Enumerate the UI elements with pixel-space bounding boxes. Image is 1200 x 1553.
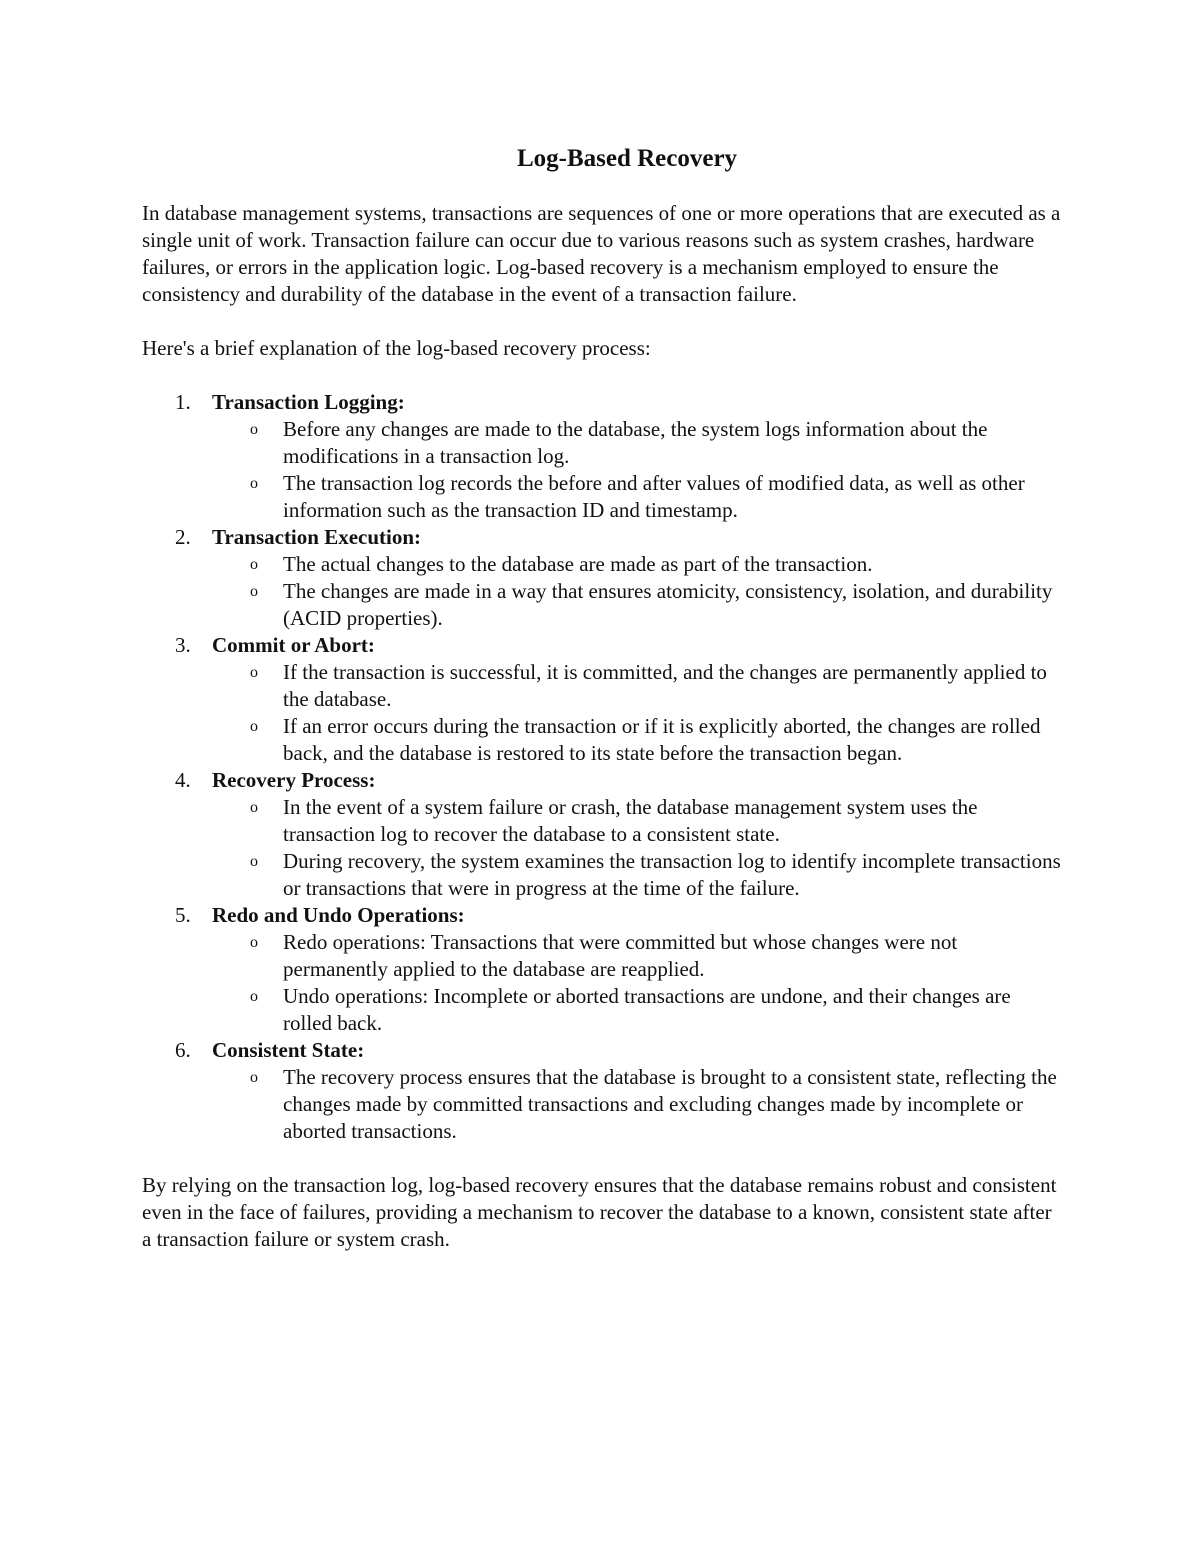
intro-paragraph: In database management systems, transactions are sequences of one or more operations that are executed as a single unit of work. Transaction failure can occur due to various reasons such as system crashes, hardware failures, or errors in the application logic. Log-based recovery is a mechanism employed to ensure the consistency and durability of the database in the event of a transaction failure. [142,201,1061,306]
bullet-icon: o [250,799,258,816]
bullet-icon: o [250,421,258,438]
sub-item-text: The recovery process ensures that the database is brought to a consistent state, reflecting the changes made by committed transactions and excluding changes made by incomplete or aborted transactions. [283,1065,1057,1143]
bullet-icon: o [250,664,258,681]
lead-paragraph: Here's a brief explanation of the log-based recovery process: [142,336,651,360]
sub-item-text: Redo operations: Transactions that were committed but whose changes were not permanently applied to the database are reapplied. [283,930,958,981]
step-title: Redo and Undo Operations: [212,903,465,927]
step-item [142,767,1062,902]
sub-item-text: If an error occurs during the transaction or if it is explicitly aborted, the changes are rolled back, and the database is restored to its state before the transaction began. [283,714,1041,765]
sub-item-text: The actual changes to the database are made as part of the transaction. [283,552,873,576]
step-item [142,1037,1062,1145]
step-number: 6. [175,1038,191,1062]
sub-item-text: Before any changes are made to the database, the system logs information about the modifications in a transaction log. [283,417,988,468]
step-item [142,389,1062,524]
sub-item [212,1064,1062,1145]
sub-item [212,983,1062,1037]
sub-list [212,929,1062,1037]
bullet-icon: o [250,556,258,573]
sub-item-text: The changes are made in a way that ensures atomicity, consistency, isolation, and durability (ACID properties). [283,579,1053,630]
bullet-icon: o [250,583,258,600]
sub-item [212,848,1062,902]
bullet-icon: o [250,934,258,951]
step-title: Transaction Execution: [212,525,422,549]
sub-item-text: If the transaction is successful, it is committed, and the changes are permanently applied to the database. [283,660,1047,711]
step-title: Commit or Abort: [212,633,375,657]
sub-item [212,794,1062,848]
bullet-icon: o [250,988,258,1005]
step-number: 5. [175,903,191,927]
step-number: 4. [175,768,191,792]
sub-item [212,470,1062,524]
step-title: Consistent State: [212,1038,365,1062]
bullet-icon: o [250,718,258,735]
bullet-icon: o [250,475,258,492]
document-title: Log-Based Recovery [516,145,738,172]
conclusion-paragraph: By relying on the transaction log, log-based recovery ensures that the database remains robust and consistent even in the face of failures, providing a mechanism to recover the database to a known, consistent state after a transaction failure or system crash. [142,1173,1057,1251]
steps-list [142,389,1062,1145]
step-item [142,632,1062,767]
sub-item [212,659,1062,713]
sub-list [212,659,1062,767]
sub-item-text: In the event of a system failure or crash, the database management system uses the transaction log to recover the database to a consistent state. [283,795,978,846]
sub-list [212,794,1062,902]
sub-item-text: During recovery, the system examines the transaction log to identify incomplete transactions or transactions that were in progress at the time of the failure. [283,849,1061,900]
sub-item [212,713,1062,767]
step-item [142,902,1062,1037]
step-number: 3. [175,633,191,657]
sub-list [212,1064,1062,1145]
document-page [142,142,1062,1253]
sub-item-text: Undo operations: Incomplete or aborted transactions are undone, and their changes are rolled back. [283,984,1011,1035]
sub-item [212,416,1062,470]
bullet-icon: o [250,853,258,870]
step-number: 2. [175,525,191,549]
sub-list [212,416,1062,524]
step-title: Transaction Logging: [212,390,405,414]
step-number: 1. [175,390,191,414]
sub-list [212,551,1062,632]
sub-item-text: The transaction log records the before and after values of modified data, as well as other information such as the transaction ID and timestamp. [283,471,1025,522]
bullet-icon: o [250,1069,258,1086]
step-item [142,524,1062,632]
sub-item [212,578,1062,632]
sub-item [212,929,1062,983]
sub-item [212,551,1062,578]
step-title: Recovery Process: [212,768,376,792]
